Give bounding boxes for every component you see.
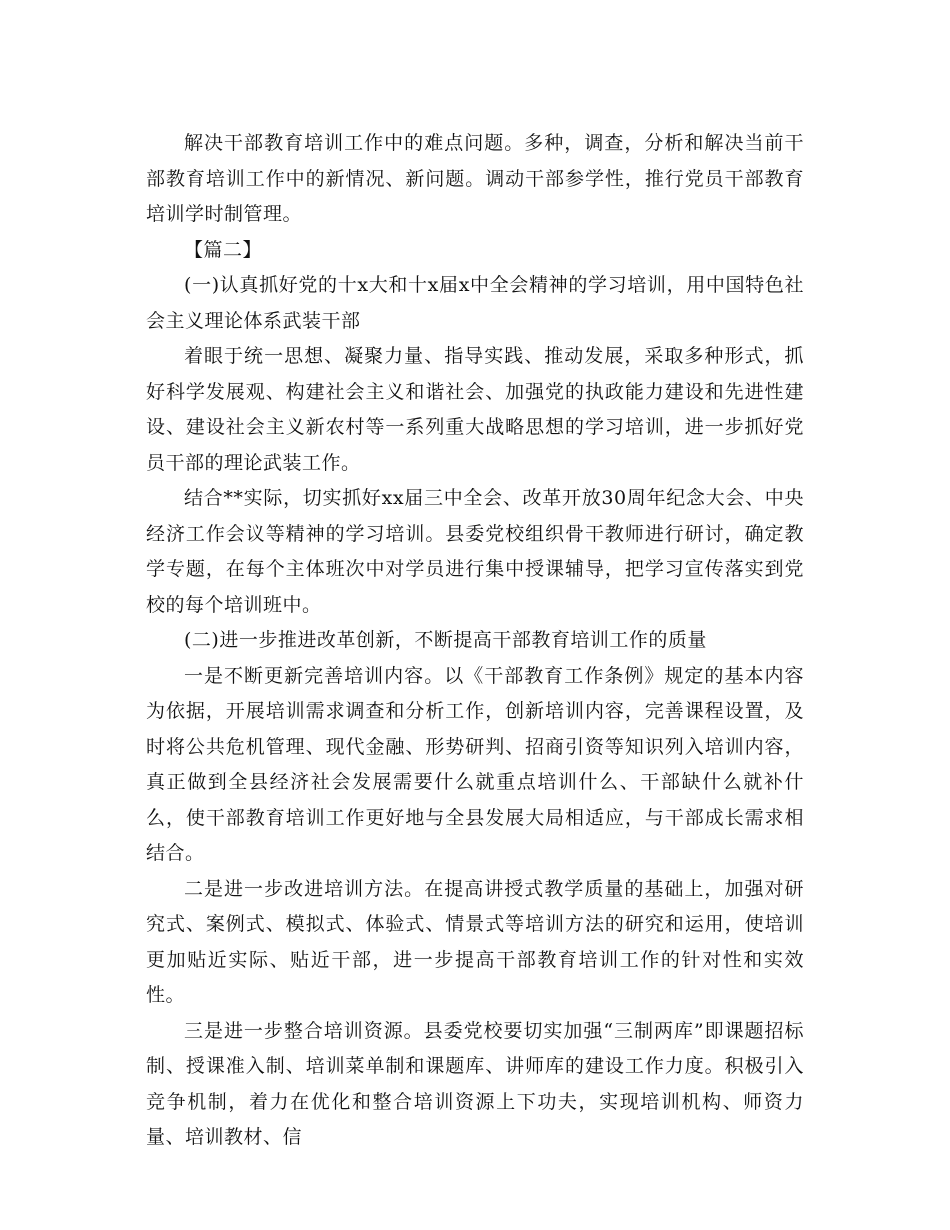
paragraph-2: 着眼于统一思想、凝聚力量、指导实践、推动发展，采取多种形式，抓好科学发展观、构建社会主义和谐社会、加强党的执政能力建设和先进性建设、建设社会主义新农村等一系列重大战略思想的学习培训，进一步抓好党员干部的理论武装工作。 [146, 345, 804, 474]
subheading-1: (一)认真抓好党的十x大和十x届x中全会精神的学习培训，用中国特色社会主义理论体系武装干部 [146, 274, 804, 332]
paragraph-3: 结合**实际，切实抓好xx届三中全会、改革开放30周年纪念大会、中央经济工作会议等精神的学习培训。县委党校组织骨干教师进行研讨，确定教学专题，在每个主体班次中对学员进行集中授课辅导，把学习宣传落实到党校的每个培训班中。 [146, 487, 804, 616]
paragraph-6: 三是进一步整合培训资源。县委党校要切实加强“三制两库”即课题招标制、授课准入制、培训菜单制和课题库、讲师库的建设工作力度。积极引入竞争机制，着力在优化和整合培训资源上下功夫，实现培训机构、师资力量、培训教材、信 [146, 1019, 804, 1148]
subheading-2: (二)进一步推进改革创新，不断提高干部教育培训工作的质量 [184, 629, 707, 651]
document-body [146, 126, 804, 1156]
paragraph-5: 二是进一步改进培训方法。在提高讲授式教学质量的基础上，加强对研究式、案例式、模拟式、体验式、情景式等培训方法的研究和运用，使培训更加贴近实际、贴近干部，进一步提高干部教育培训工作的针对性和实效性。 [146, 877, 804, 1006]
paragraph-4: 一是不断更新完善培训内容。以《干部教育工作条例》规定的基本内容为依据，开展培训需求调查和分析工作，创新培训内容，完善课程设置，及时将公共危机管理、现代金融、形势研判、招商引资等知识列入培训内容，真正做到全县经济社会发展需要什么就重点培训什么、干部缺什么就补什么，使干部教育培训工作更好地与全县发展大局相适应，与干部成长需求相结合。 [146, 664, 804, 864]
paragraph-1: 解决干部教育培训工作中的难点问题。多种，调查，分析和解决当前干部教育培训工作中的新情况、新问题。调动干部参学性，推行党员干部教育培训学时制管理。 [146, 132, 804, 225]
section-heading: 【篇二】 [184, 238, 263, 261]
